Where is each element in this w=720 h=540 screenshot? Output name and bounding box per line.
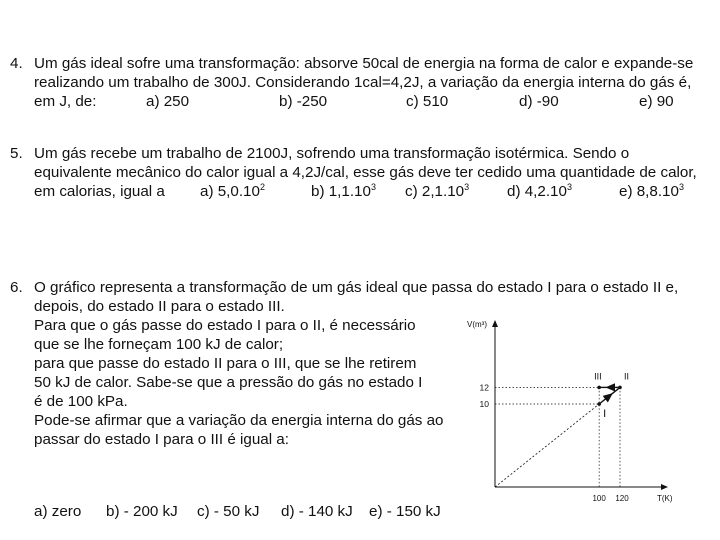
question-5-option-a[interactable] xyxy=(200,182,265,203)
question-4-line-2: realizando um trabalho de 300J. Considerando 1cal=4,2J, a variação da energia interna do gás é, xyxy=(34,74,692,91)
state-point-I xyxy=(597,402,601,406)
question-5-option-c[interactable] xyxy=(405,182,469,203)
question-4-option-c[interactable]: c) 510 xyxy=(406,93,449,110)
option-e-base: e) 8,8.10 xyxy=(619,183,679,200)
option-c-base: c) 2,1.10 xyxy=(405,183,465,200)
question-4-line-1: Um gás ideal sofre uma transformação: absorve 50cal de energia na forma de calor e expande-se xyxy=(34,55,694,72)
option-d-exponent: 3 xyxy=(566,182,572,192)
question-5-options-line xyxy=(34,182,697,201)
question-6-line-1: O gráfico representa a transformação de um gás ideal que passa do estado I para o estado II e, xyxy=(34,279,679,296)
question-6-options xyxy=(34,502,454,521)
question-6-line-5: para que passe do estado II para o III, que se lhe retirem xyxy=(34,355,417,372)
question-4-options-line xyxy=(34,92,693,111)
question-6-line-8: Pode-se afirmar que a variação da energia interna do gás ao xyxy=(34,412,444,429)
state-label-I: I xyxy=(603,408,607,420)
question-6-option-b[interactable]: b) - 200 kJ xyxy=(106,503,178,520)
question-6-number: 6. xyxy=(10,279,23,296)
option-b-base: b) 1,1.10 xyxy=(311,183,371,200)
question-6-line-7: é de 100 kPa. xyxy=(34,393,128,410)
origin-dashed-line xyxy=(495,404,599,487)
process-I-II-arrow xyxy=(599,396,609,404)
option-a-base: a) 5,0.10 xyxy=(200,183,260,200)
option-d-base: d) 4,2.10 xyxy=(507,183,567,200)
question-5-line-2: equivalente mecânico do calor igual a 4,2J/cal, esse gás deve ter cedido uma quantidade de calor, xyxy=(34,164,697,181)
option-e-exponent: 3 xyxy=(678,182,684,192)
question-6-option-e[interactable]: e) - 150 kJ xyxy=(369,503,441,520)
x-axis-label: T(K) xyxy=(657,494,673,503)
question-5-body xyxy=(34,144,697,201)
state-label-III: III xyxy=(594,371,602,382)
state-point-II xyxy=(618,386,622,390)
question-4-option-a[interactable]: a) 250 xyxy=(146,93,190,110)
question-6-option-d[interactable]: d) - 140 kJ xyxy=(281,503,353,520)
question-6-line-4: que se lhe forneçam 100 kJ de calor; xyxy=(34,336,284,353)
y-tick-label-10: 10 xyxy=(479,399,489,409)
question-5-prefix: em calorias, igual a xyxy=(34,183,165,200)
question-5-number: 5. xyxy=(10,145,23,162)
process-I-II-line xyxy=(610,387,620,395)
question-6-option-a[interactable]: a) zero xyxy=(34,503,82,520)
question-4-number: 4. xyxy=(10,55,23,72)
question-5-option-e[interactable] xyxy=(619,182,684,203)
option-c-exponent: 3 xyxy=(464,182,470,192)
y-tick-label-12: 12 xyxy=(479,382,489,393)
state-point-III xyxy=(597,386,601,390)
x-tick-label-120: 120 xyxy=(615,494,629,503)
question-4-option-d[interactable]: d) -90 xyxy=(519,93,559,110)
question-4-option-e[interactable]: e) 90 xyxy=(639,93,674,110)
option-a-exponent: 2 xyxy=(259,182,265,192)
volume-temperature-graph xyxy=(455,315,695,510)
question-5-option-d[interactable] xyxy=(507,182,572,203)
question-4-body xyxy=(34,54,693,111)
question-6-line-9: passar do estado I para o III é igual a: xyxy=(34,431,289,448)
y-axis-label: V(m³) xyxy=(467,320,487,329)
state-label-II: II xyxy=(624,371,630,382)
question-6-line-6: 50 kJ de calor. Sabe-se que a pressão do gás no estado I xyxy=(34,374,423,391)
question-4-prefix: em J, de: xyxy=(34,93,97,110)
x-tick-label-100: 100 xyxy=(592,494,606,503)
question-5-line-1: Um gás recebe um trabalho de 2100J, sofrendo uma transformação isotérmica. Sendo o xyxy=(34,145,630,162)
question-6-option-c[interactable]: c) - 50 kJ xyxy=(197,503,260,520)
question-6-line-2: depois, do estado II para o estado III. xyxy=(34,298,285,315)
question-4-option-b[interactable]: b) -250 xyxy=(279,93,328,110)
question-5-option-b[interactable] xyxy=(311,182,376,203)
option-b-exponent: 3 xyxy=(370,182,376,192)
question-6-line-3: Para que o gás passe do estado I para o II, é necessário xyxy=(34,317,416,334)
